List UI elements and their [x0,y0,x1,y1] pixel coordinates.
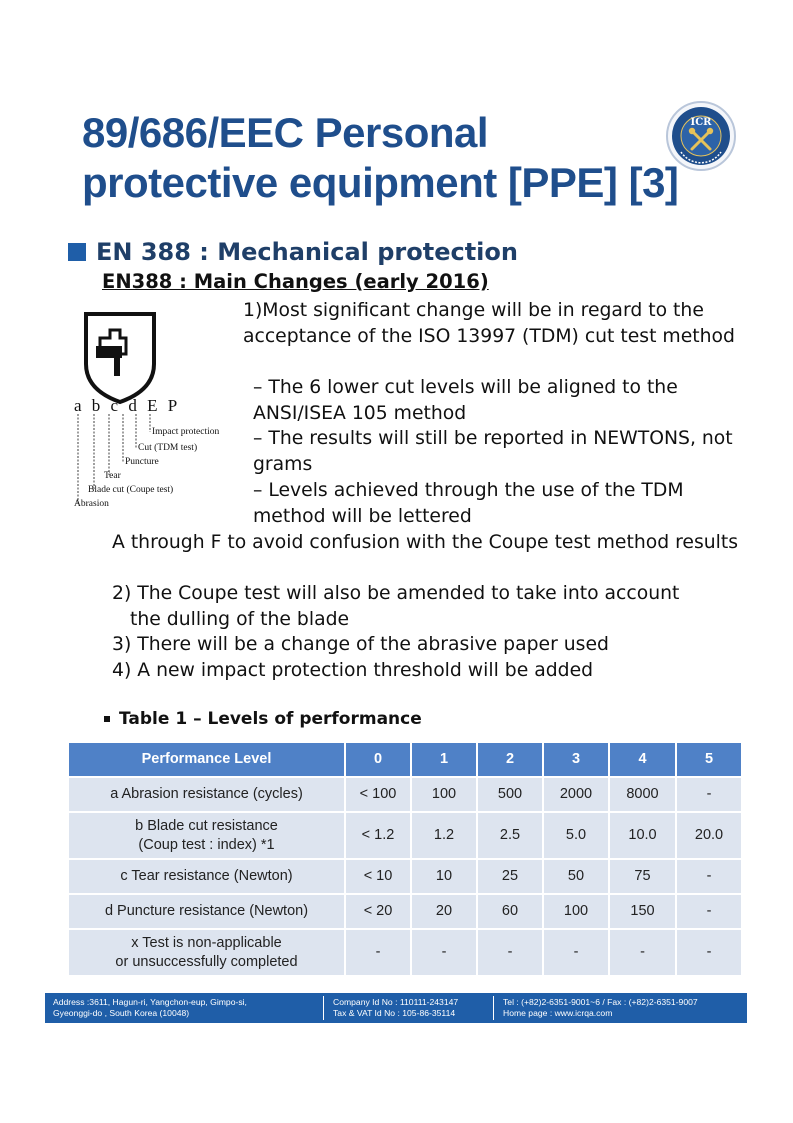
change-1-bullet-2: – The results will still be reported in NEWTONS, not grams [253,428,733,475]
row-label-cell [68,929,345,976]
change-3-text: 3) There will be a change of the abrasive paper used [112,634,609,655]
change-1-text: 1)Most significant change will be in regard to the acceptance of the ISO 13997 (TDM) cut test method [243,300,735,347]
table-header-cell: 1 [411,742,477,777]
table-cell: 100 [411,777,477,812]
pictogram-label-cut-tdm: Cut (TDM test) [138,443,198,453]
pictogram-label-blade-cut: Blade cut (Coupe test) [88,485,174,495]
table-cell: 10 [411,859,477,894]
pictogram-label-tear: Tear [104,471,121,481]
en388-hammer-glove-pictogram-icon [70,310,230,515]
row-label-sub: (Coup test : index) *1 [138,836,275,853]
table-cell: 20.0 [676,812,742,859]
table-cell: < 1.2 [345,812,411,859]
footer-company-ids [333,997,458,1019]
table-cell: - [345,929,411,976]
change-1-bullet-3: – Levels achieved through the use of the TDM method will be lettered [253,480,684,527]
table-row [68,777,742,812]
pictogram-label-puncture: Puncture [125,457,159,467]
table-header-cell: 0 [345,742,411,777]
table-heading [104,709,422,729]
page-footer [45,993,747,1023]
footer-company-id: Company Id No : 110111-243147 [333,997,459,1007]
en388-pictogram [70,310,230,515]
row-label-cell [68,894,345,929]
table-row [68,929,742,976]
footer-address-line-2: Gyeonggi-do , South Korea (10048) [53,1008,190,1018]
square-bullet-icon [68,243,86,261]
subsection-heading: EN388 : Main Changes (early 2016) [102,270,489,293]
change-4-text: 4) A new impact protection threshold will be added [112,660,594,681]
pictogram-label-abrasion: Abrasion [74,499,109,509]
table-cell: - [543,929,609,976]
table-cell: - [676,929,742,976]
change-1-continuation: A through F to avoid confusion with the Coupe test method results [112,532,739,553]
table-header-cell: Performance Level [68,742,345,777]
row-label: c Tear resistance (Newton) [120,868,293,884]
table-cell: 60 [477,894,543,929]
table-cell: 5.0 [543,812,609,859]
title-line-2: protective equipment [PPE] [3] [82,159,679,206]
icr-seal-logo-icon [665,100,737,172]
table-cell: 2000 [543,777,609,812]
table-cell: < 100 [345,777,411,812]
table-header-cell: 5 [676,742,742,777]
table-cell: 8000 [609,777,676,812]
footer-contact [503,997,698,1019]
title-line-1: 89/686/EEC Personal [82,109,489,156]
page-title [82,108,678,208]
table-header-cell: 2 [477,742,543,777]
change-2-line-1: 2) The Coupe test will also be amended to take into account [112,583,680,604]
footer-homepage: Home page : www.icrqa.com [503,1008,613,1018]
change-1-bullet-1: – The 6 lower cut levels will be aligned to the ANSI/ISEA 105 method [253,377,678,424]
table-cell: - [477,929,543,976]
pictogram-label-impact: Impact protection [152,427,220,437]
table-header-cell: 3 [543,742,609,777]
row-label: b Blade cut resistance [135,817,278,834]
row-label: d Puncture resistance (Newton) [104,903,309,919]
pictogram-letters: a b c d E P [74,396,181,415]
table-cell: 25 [477,859,543,894]
table-cell: - [609,929,676,976]
row-label-sub: or unsuccessfully completed [115,953,298,970]
square-bullet-icon [104,716,110,722]
row-label-cell [68,859,345,894]
table-row [68,812,742,859]
performance-table [67,741,743,977]
table-cell: - [676,894,742,929]
table-cell: < 20 [345,894,411,929]
table-cell: - [411,929,477,976]
table-cell: 2.5 [477,812,543,859]
table-header-cell: 4 [609,742,676,777]
table-row [68,894,742,929]
row-label: x Test is non-applicable [131,934,282,951]
table-header-row [68,742,742,777]
footer-phone-fax: Tel : (+82)2-6351-9001~6 / Fax : (+82)2-6351-9007 [503,997,698,1007]
table-cell: - [676,859,742,894]
footer-divider [493,996,494,1020]
footer-divider [323,996,324,1020]
table-cell: 1.2 [411,812,477,859]
row-label: a Abrasion resistance (cycles) [110,786,303,802]
table-heading-text: Table 1 – Levels of performance [119,709,422,729]
table-cell: 500 [477,777,543,812]
table-cell: < 10 [345,859,411,894]
change-2-text [112,581,762,632]
row-label-cell [68,812,345,859]
section-heading-text: EN 388 : Mechanical protection [96,238,518,266]
footer-address [53,997,247,1019]
logo-text: ICR [690,117,712,128]
table-cell: 50 [543,859,609,894]
row-label-cell [68,777,345,812]
footer-tax-id: Tax & VAT Id No : 105-86-35114 [333,1008,456,1018]
table-cell: - [676,777,742,812]
change-2-line-2: the dulling of the blade [130,608,350,630]
table-cell: 150 [609,894,676,929]
footer-address-line-1: Address :3611, Hagun-ri, Yangchon-eup, Gimpo-si, [53,997,247,1007]
section-heading [68,238,518,266]
table-cell: 10.0 [609,812,676,859]
table-cell: 20 [411,894,477,929]
table-cell: 100 [543,894,609,929]
table-cell: 75 [609,859,676,894]
table-row [68,859,742,894]
